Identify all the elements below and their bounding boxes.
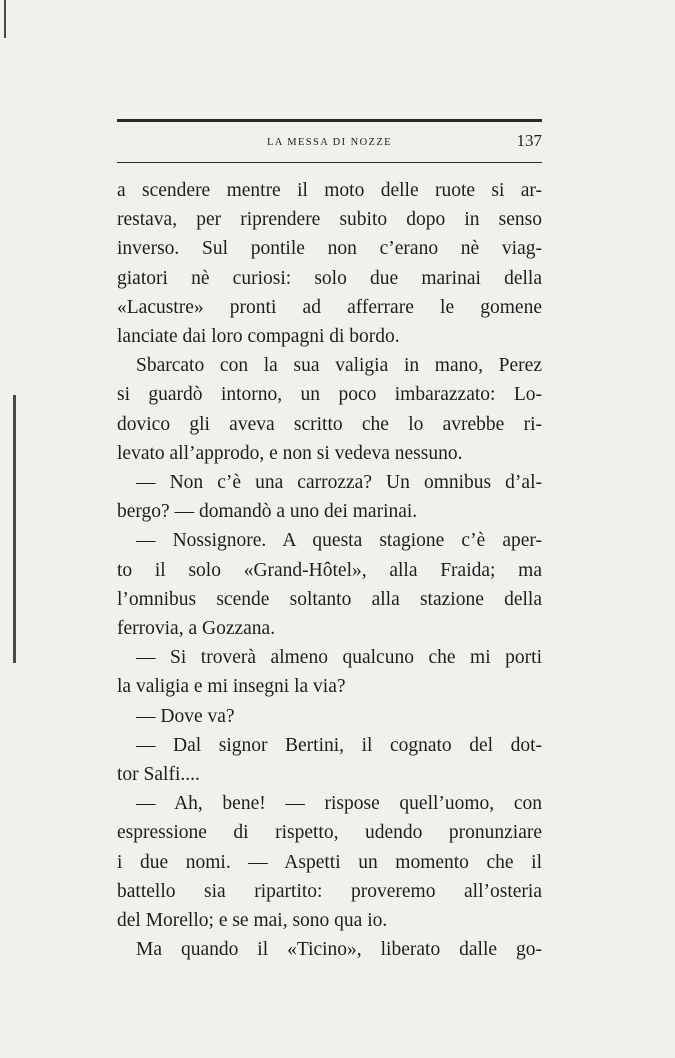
text-line: Ma quando il «Ticino», liberato dalle go-	[136, 939, 542, 961]
running-head	[117, 127, 542, 157]
text-line: la valigia e mi insegni la via?	[117, 676, 346, 698]
running-title: LA MESSA DI NOZZE	[266, 137, 392, 148]
text-line: l’omnibus scende soltanto alla stazione della	[117, 588, 542, 610]
text-line: lanciate dai loro compagni di bordo.	[117, 326, 400, 348]
text-line: inverso. Sul pontile non c’erano nè viag-	[117, 238, 542, 260]
left-margin-mark	[4, 0, 6, 38]
body-text	[117, 176, 542, 964]
text-line: — Non c’è una carrozza? Un omnibus d’al-	[136, 472, 542, 494]
text-line: tor Salfi....	[117, 764, 200, 786]
page-number: 137	[516, 131, 542, 150]
text-line: battello sia ripartito: proveremo all’osteria	[117, 880, 542, 902]
text-line: a scendere mentre il moto delle ruote si ar-	[117, 180, 542, 201]
text-line: ferrovia, a Gozzana.	[117, 618, 276, 640]
text-line: bergo? — domandò a uno dei marinai.	[117, 501, 418, 523]
text-line: levato all’approdo, e non si vedeva nessuno.	[117, 442, 463, 464]
text-line: si guardò intorno, un poco imbarazzato: Lo-	[117, 384, 542, 406]
text-line: espressione di rispetto, udendo pronunziare	[117, 822, 542, 844]
text-line: — Dal signor Bertini, il cognato del dot-	[136, 734, 542, 756]
text-line: — Dove va?	[136, 705, 235, 727]
header-rule-bottom	[117, 162, 542, 163]
text-line: dovico gli aveva scritto che lo avrebbe ri-	[117, 413, 542, 435]
text-line: Sbarcato con la sua valigia in mano, Perez	[136, 355, 542, 377]
text-line: — Ah, bene! — rispose quell’uomo, con	[136, 793, 542, 815]
left-margin-mark	[13, 395, 16, 663]
text-line: to il solo «Grand-Hôtel», alla Fraida; ma	[117, 559, 542, 581]
text-line: — Si troverà almeno qualcuno che mi porti	[136, 647, 542, 669]
text-line: giatori nè curiosi: solo due marinai della	[117, 267, 542, 289]
text-line: «Lacustre» pronti ad afferrare le gomene	[117, 296, 542, 318]
text-line: del Morello; e se mai, sono qua io.	[117, 910, 388, 932]
text-line: — Nossignore. A questa stagione c’è aper-	[136, 530, 542, 552]
header-rule-top	[117, 119, 542, 122]
text-line: restava, per riprendere subito dopo in senso	[117, 209, 542, 231]
text-line: i due nomi. — Aspetti un momento che il	[117, 851, 542, 873]
